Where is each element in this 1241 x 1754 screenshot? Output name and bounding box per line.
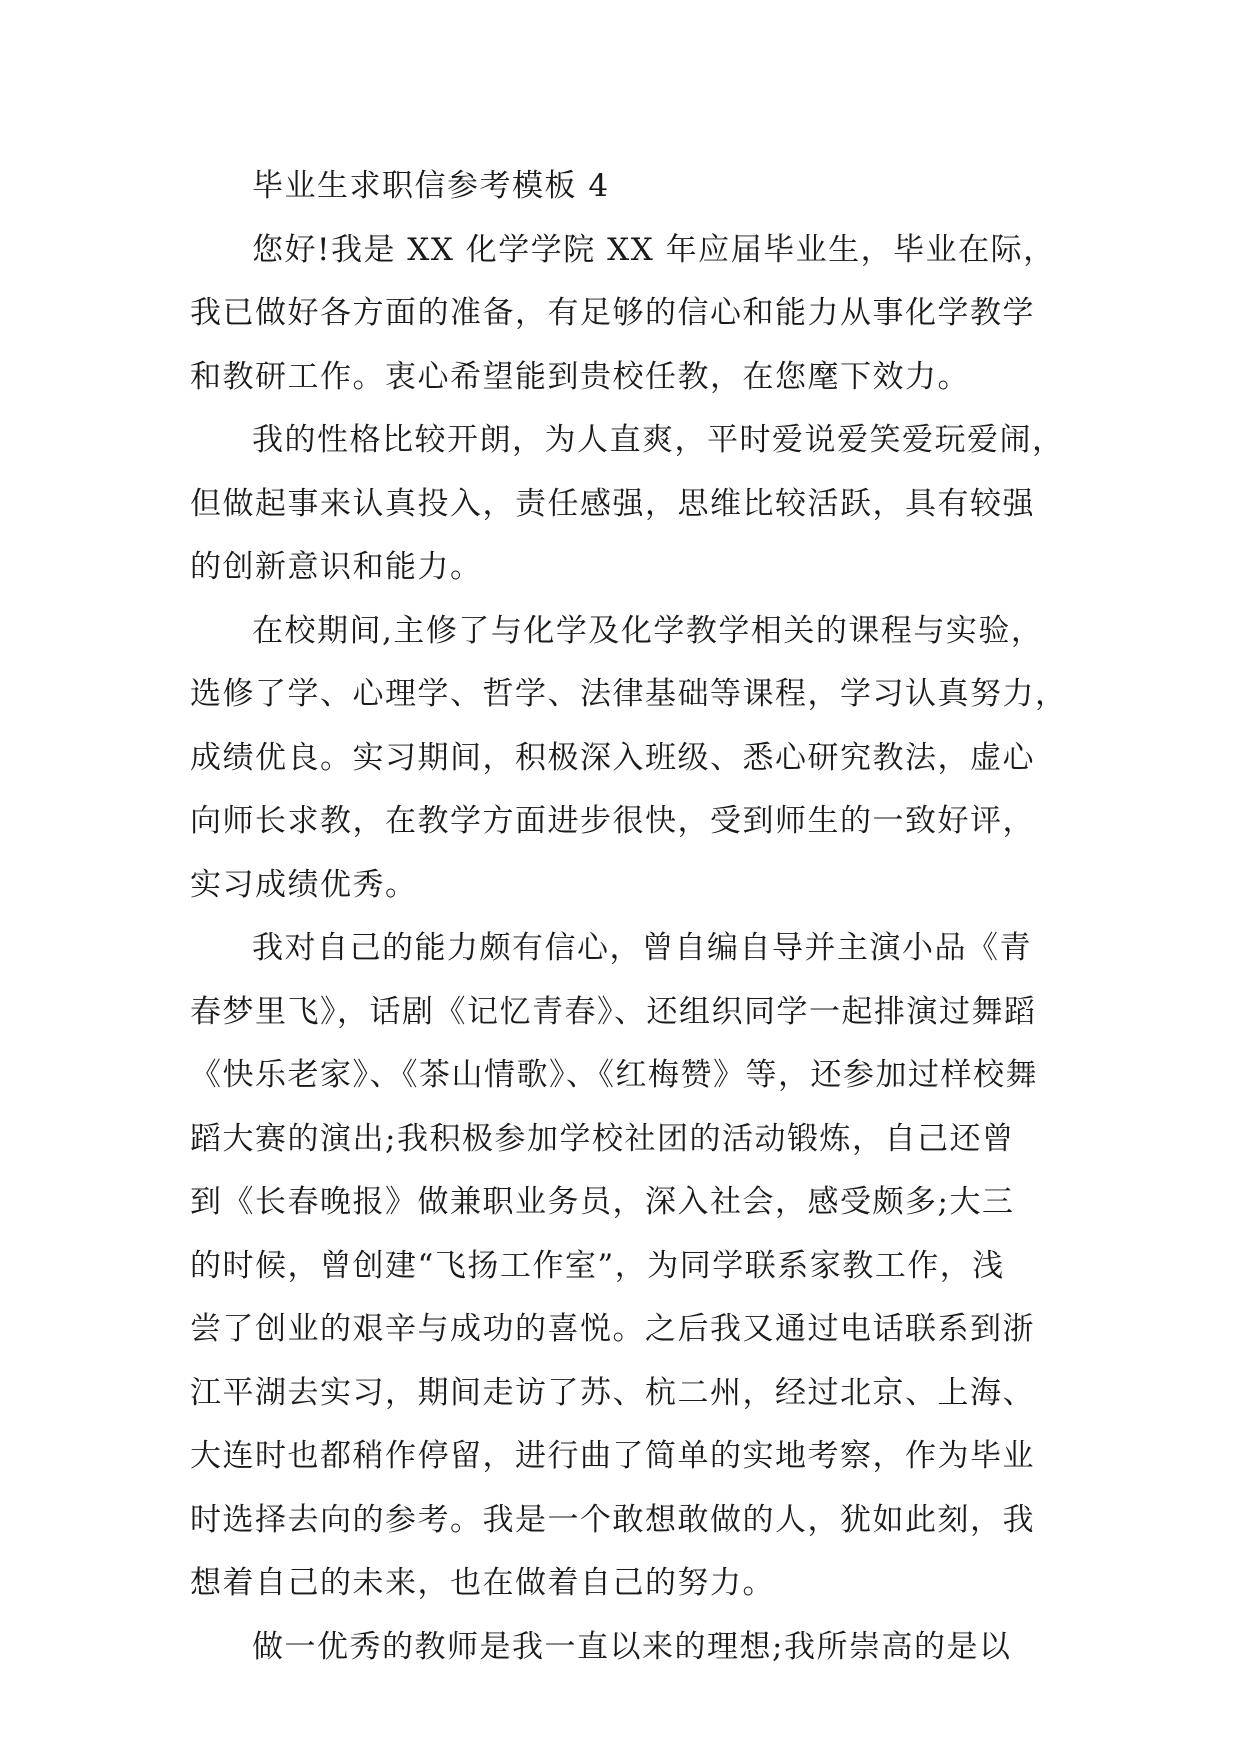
- text-line: 我已做好各方面的准备，有足够的信心和能力从事化学教学: [190, 295, 1035, 331]
- text-line: 我的性格比较开朗，为人直爽，平时爱说爱笑爱玩爱闹，: [252, 422, 1065, 458]
- text-line: 江平湖去实习，期间走访了苏、杭二州，经过北京、上海、: [190, 1374, 1035, 1411]
- text-line: 在校期间,主修了与化学及化学教学相关的课程与实验，: [252, 612, 1044, 649]
- text-line: 的时候，曾创建“飞扬工作室”，为同学联系家教工作，浅: [190, 1247, 1005, 1284]
- text-line: 我对自己的能力颇有信心，曾自编自导并主演小品《青: [252, 930, 1032, 966]
- text-line: 的创新意识和能力。: [190, 549, 483, 585]
- text-line: 春梦里飞》，话剧《记忆青春》、还组织同学一起排演过舞蹈: [190, 993, 1037, 1030]
- text-line: 您好!我是 XX 化学学院 XX 年应届毕业生，毕业在际，: [252, 231, 1056, 268]
- text-line: 时选择去向的参考。我是一个敢想敢做的人，犹如此刻，我: [190, 1501, 1035, 1538]
- text-line: 《快乐老家》、《茶山情歌》、《红梅赞》等，还参加过样校舞: [190, 1057, 1038, 1093]
- text-line: 蹈大赛的演出;我积极参加学校社团的活动锻炼，自己还曾: [190, 1120, 1015, 1157]
- text-line: 做一优秀的教师是我一直以来的理想;我所崇高的是以: [252, 1628, 1012, 1665]
- text-line: 向师长求教，在教学方面进步很快，受到师生的一致好评，: [190, 803, 1035, 839]
- text-line: 实习成绩优秀。: [190, 866, 418, 903]
- text-line: 到《长春晚报》做兼职业务员，深入社会，感受颇多;大三: [190, 1184, 1015, 1220]
- text-line: 想着自己的未来，也在做着自己的努力。: [190, 1565, 775, 1601]
- text-line: 但做起事来认真投入，责任感强，思维比较活跃，具有较强: [190, 485, 1035, 522]
- text-line: 大连时也都稍作停留，进行曲了简单的实地考察，作为毕业: [190, 1438, 1035, 1474]
- text-line: 选修了学、心理学、哲学、法律基础等课程，学习认真努力，: [190, 676, 1068, 712]
- document-title: 毕业生求职信参考模板 4: [252, 168, 610, 204]
- text-line: 成绩优良。实习期间，积极深入班级、悉心研究教法，虚心: [190, 739, 1035, 776]
- text-line: 尝了创业的艰辛与成功的喜悦。之后我又通过电话联系到浙: [190, 1311, 1035, 1347]
- text-line: 和教研工作。衷心希望能到贵校任教，在您麾下效力。: [190, 358, 970, 395]
- document-page: [190, 155, 1068, 1679]
